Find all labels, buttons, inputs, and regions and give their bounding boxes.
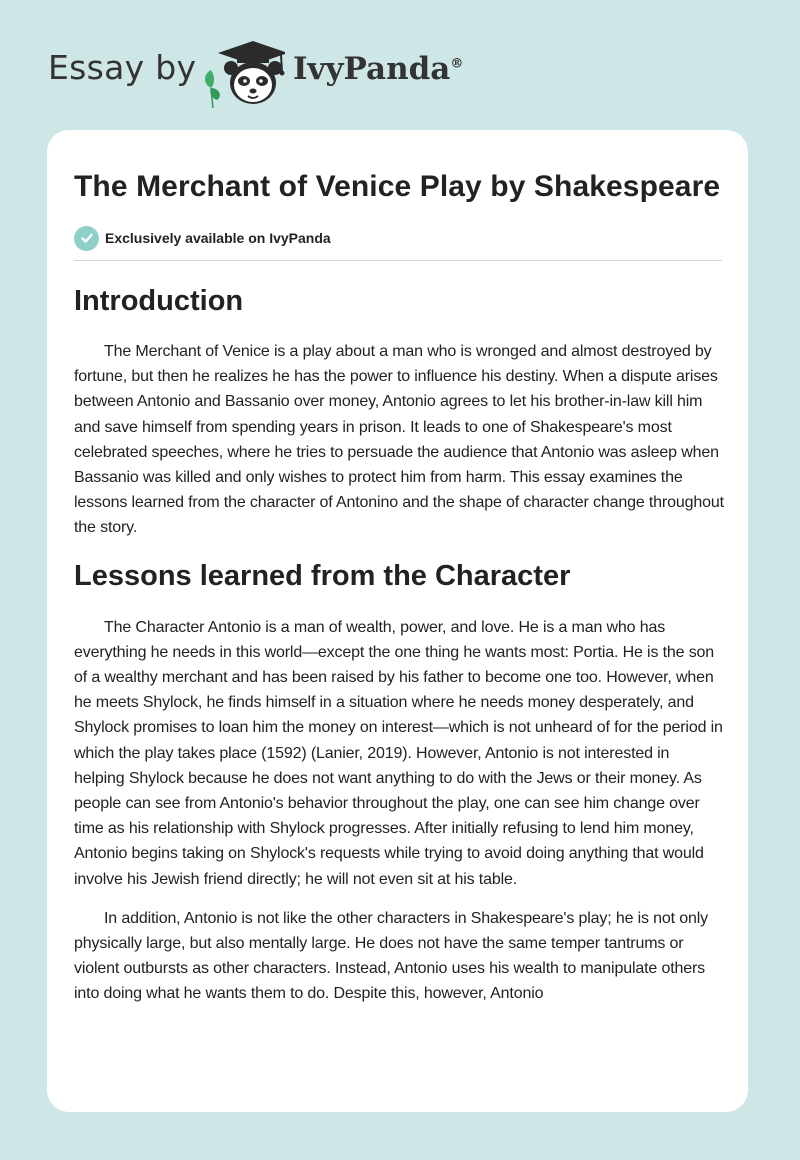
trademark-mark: ®: [450, 56, 464, 72]
section-heading-lessons: Lessons learned from the Character: [74, 559, 571, 592]
essay-by-label: Essay by: [48, 48, 197, 87]
paragraph-lessons-1: The Character Antonio is a man of wealth, power, and love. He is a man who has everything he needs in this world—except the one thing he wants most: Portia. He is the son of a wealthy merchant and has been raised by his father to become one too. However, when he meets Shylock, he finds himself in a situation where he needs money desperately, and Shylock promises to loan him the money on interest—which is not unheard of for the period in which the play takes place (1592) (Lanier, 2019). However, Antonio is not interested in helping Shylock because he does not want anything to do with the Jews or their money. As people can see from Antonio's behavior throughout the play, one can see him change over time as his relationship with Shylock progresses. After initially refusing to lend him money, Antonio begins taking on Shylock's requests while trying to avoid doing anything that would involve his Jewish friend directly; he will not even sit at his table.: [74, 618, 723, 888]
check-circle-icon: [74, 226, 99, 251]
leaf-icon: [205, 70, 220, 108]
section-heading-introduction: Introduction: [74, 285, 244, 317]
panda-graduate-icon: [201, 38, 285, 108]
exclusive-badge: [74, 225, 724, 251]
exclusive-label: Exclusively available on IvyPanda: [105, 230, 331, 246]
essay-card: [47, 130, 748, 1112]
paragraph-introduction: The Merchant of Venice is a play about a man who is wronged and almost destroyed by fortune, but then he realizes he has the power to influence his destiny. When a dispute arises between Antonio and Bassanio over money, Antonio agrees to let his brother-in-law kill him and save himself from spending years in prison. It leads to one of Shakespeare's most celebrated speeches, where he tries to persuade the audience that Antonio was asleep when Bassanio was killed and only wishes to protect him from harm. This essay examines the lessons learned from the character of Antonino and the shape of character change throughout the story.: [74, 343, 724, 537]
essay-content: [74, 166, 724, 1007]
paragraph-lessons-2: In addition, Antonio is not like the other characters in Shakespeare's play; he is not only physically large, but also mentally large. He does not have the same temper tantrums or violent outbursts as other characters. Instead, Antonio uses his wealth to manipulate others into doing what he wants them to do. Despite this, however, Antonio: [74, 909, 708, 1003]
title-divider: [74, 260, 722, 261]
brand-name: IvyPanda®: [293, 51, 464, 87]
site-header: [48, 38, 468, 108]
essay-title: The Merchant of Venice Play by Shakespeare: [74, 170, 721, 203]
